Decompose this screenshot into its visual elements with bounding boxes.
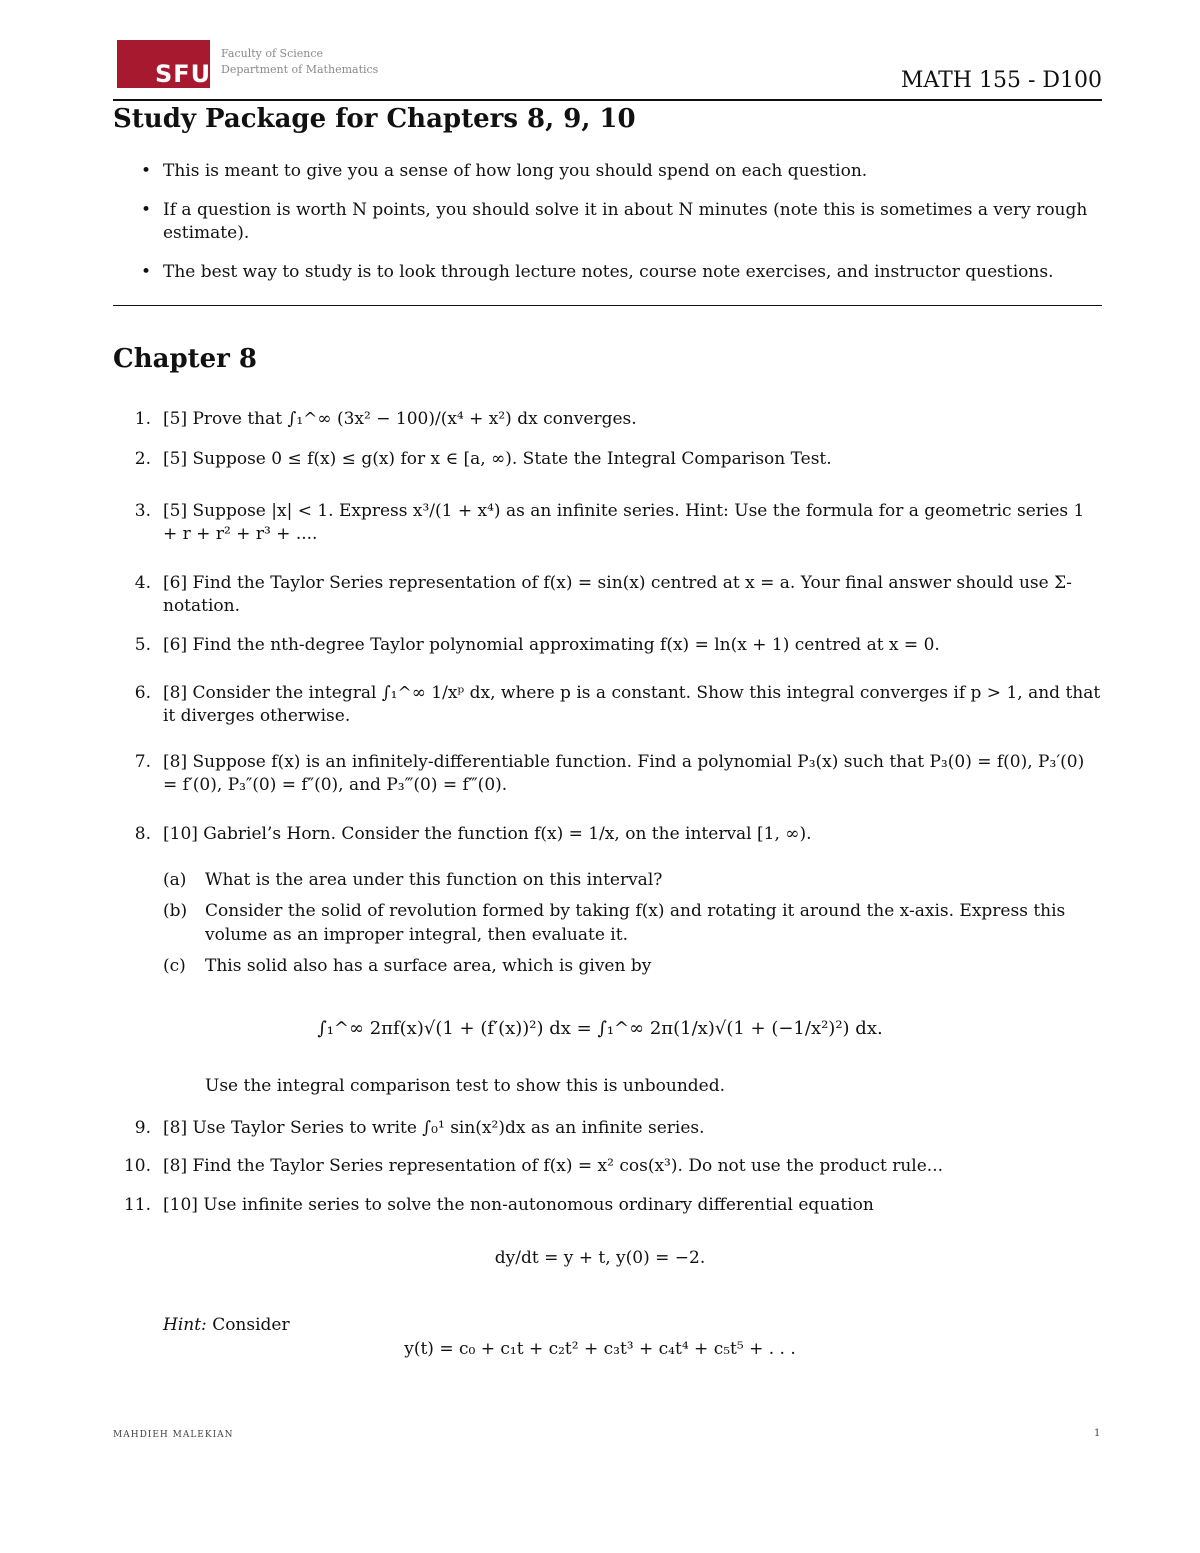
question-text: [8] Consider the integral ∫₁^∞ 1/xᵖ dx, where p is a constant. Show this integral converges if p > 1, and that it diverges otherwise. bbox=[163, 683, 1101, 726]
question-number: 1. bbox=[134, 409, 151, 429]
part-label: (a) bbox=[163, 870, 187, 890]
question-8 bbox=[113, 823, 1102, 846]
intro-item: • This is meant to give you a sense of how long you should spend on each question. bbox=[113, 160, 1102, 183]
logo-text: SFU bbox=[155, 60, 212, 88]
question-text: [5] Suppose |x| < 1. Express x³/(1 + x⁴) as an infinite series. Hint: Use the formula for a geometric series 1 + r + r² + r³ + .... bbox=[163, 501, 1085, 544]
footer-author: MAHDIEH MALEKIAN bbox=[113, 1430, 234, 1440]
question-text: [5] Prove that ∫₁^∞ (3x² − 100)/(x⁴ + x²) dx converges. bbox=[163, 409, 637, 429]
part-label: (b) bbox=[163, 901, 188, 921]
question-number: 3. bbox=[134, 501, 151, 521]
part-text: Use the integral comparison test to show this is unbounded. bbox=[205, 1076, 726, 1096]
intro-list bbox=[113, 160, 1102, 300]
question-number: 6. bbox=[134, 683, 151, 703]
section-rule bbox=[113, 305, 1102, 306]
question-text: [6] Find the nth-degree Taylor polynomial approximating f(x) = ln(x + 1) centred at x = 0. bbox=[163, 635, 940, 655]
q8-part-b bbox=[163, 899, 1102, 947]
faculty-line-1: Faculty of Science bbox=[221, 47, 324, 60]
course-code: MATH 155 - D100 bbox=[900, 68, 1102, 93]
question-9 bbox=[113, 1117, 1102, 1140]
faculty-line-2: Department of Mathematics bbox=[221, 63, 379, 76]
question-4 bbox=[113, 572, 1102, 618]
part-text: Consider the solid of revolution formed by taking f(x) and rotating it around the x-axis. Express this volume as an improper integral, then evaluate it. bbox=[205, 901, 1066, 945]
faculty-block bbox=[221, 46, 378, 78]
question-number: 5. bbox=[134, 635, 151, 655]
intro-item: • The best way to study is to look through lecture notes, course note exercises, and instructor questions. bbox=[113, 261, 1102, 284]
question-5 bbox=[113, 634, 1102, 657]
chapter-heading: Chapter 8 bbox=[113, 344, 258, 374]
header-rule bbox=[113, 99, 1102, 101]
question-number: 4. bbox=[134, 573, 151, 593]
question-6 bbox=[113, 682, 1102, 728]
q11-hint bbox=[113, 1314, 1102, 1337]
ode-equation: dy/dt = y + t, y(0) = −2. bbox=[494, 1248, 706, 1268]
question-number: 8. bbox=[134, 824, 151, 844]
question-text: [8] Use Taylor Series to write ∫₀¹ sin(x²)dx as an infinite series. bbox=[163, 1118, 705, 1138]
question-10 bbox=[113, 1155, 1102, 1178]
hint-text: Consider bbox=[212, 1315, 290, 1335]
part-text: What is the area under this function on this interval? bbox=[205, 870, 663, 890]
hint-equation: y(t) = c₀ + c₁t + c₂t² + c₃t³ + c₄t⁴ + c₅t⁵ + . . . bbox=[404, 1339, 796, 1359]
part-text: This solid also has a surface area, which is given by bbox=[205, 956, 652, 976]
hint-line bbox=[163, 1314, 1102, 1337]
q8-part-a bbox=[163, 868, 1102, 892]
footer-page-number: 1 bbox=[1094, 1428, 1101, 1439]
question-11 bbox=[113, 1194, 1102, 1217]
question-text: [8] Suppose f(x) is an infinitely-differentiable function. Find a polynomial P₃(x) such that P₃(0) = f(0), P₃′(0) = f′(0), P₃″(0) = f″(0), and P₃‴(0) = f‴(0). bbox=[163, 752, 1085, 795]
question-number: 11. bbox=[123, 1195, 151, 1215]
sfu-logo bbox=[117, 40, 210, 88]
question-text: [5] Suppose 0 ≤ f(x) ≤ g(x) for x ∈ [a, ∞). State the Integral Comparison Test. bbox=[163, 449, 832, 469]
intro-item: • If a question is worth N points, you should solve it in about N minutes (note this is sometimes a very rough estimate). bbox=[113, 199, 1102, 245]
question-text: [6] Find the Taylor Series representation of f(x) = sin(x) centred at x = a. Your final answer should use Σ-notation. bbox=[163, 573, 1072, 616]
q8-tail bbox=[163, 1074, 1102, 1098]
question-text: [10] Use infinite series to solve the non-autonomous ordinary differential equation bbox=[163, 1195, 874, 1215]
question-3 bbox=[113, 500, 1102, 546]
part-label: (c) bbox=[163, 956, 186, 976]
question-2 bbox=[113, 448, 1102, 471]
surface-area-equation: ∫₁^∞ 2πf(x)√(1 + (f′(x))²) dx = ∫₁^∞ 2π(1/x)√(1 + (−1/x²)²) dx. bbox=[317, 1018, 883, 1039]
question-text: [8] Find the Taylor Series representation of f(x) = x² cos(x³). Do not use the product rule... bbox=[163, 1156, 943, 1176]
question-number: 9. bbox=[134, 1118, 151, 1138]
question-7 bbox=[113, 751, 1102, 797]
question-1 bbox=[113, 408, 1102, 431]
header bbox=[117, 40, 1102, 100]
q8-part-c bbox=[163, 954, 1102, 978]
question-text: [10] Gabriel’s Horn. Consider the function f(x) = 1/x, on the interval [1, ∞). bbox=[163, 824, 812, 844]
question-number: 2. bbox=[134, 449, 151, 469]
page-title: Study Package for Chapters 8, 9, 10 bbox=[113, 104, 636, 134]
question-number: 7. bbox=[134, 752, 151, 772]
question-number: 10. bbox=[123, 1156, 151, 1176]
hint-label: Hint: bbox=[163, 1315, 207, 1335]
